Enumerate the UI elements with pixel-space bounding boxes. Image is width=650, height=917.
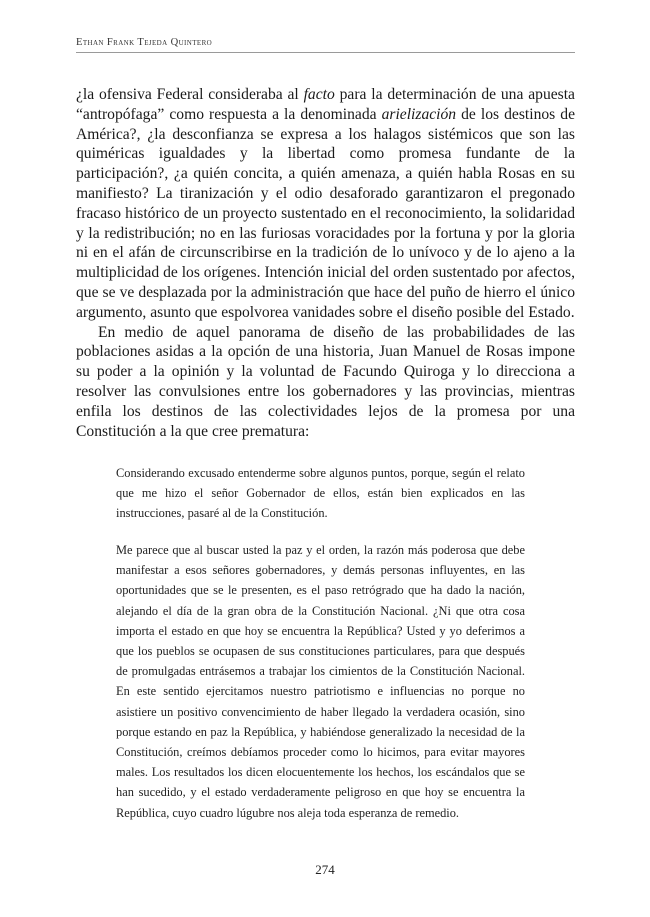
running-head: Ethan Frank Tejeda Quintero [76,36,575,53]
main-text [76,85,575,441]
paragraph-2: En medio de aquel panorama de diseño de las probabilidades de las poblaciones asidas a la opción de una historia, Juan Manuel de Rosas impone su poder a la opinión y la voluntad de Facundo Quiroga y lo direcciona a resolver las convulsiones entre los gobernadores y las provincias, mientras enfila los destinos de las colectividades lejos de la promesa por una Constitución a la que cree prematura: [76,323,575,440]
paragraph-1 [76,85,575,323]
paragraph-1-part-1: ¿la ofensiva Federal consideraba al [76,86,304,103]
quote-2-text: Me parece que al buscar usted la paz y el orden, la razón más poderosa que debe manifestar a esos señores gobernadores, y demás personas influyentes, en las oportunidades que se le presenten, es el paso retrógrado que ha dado la nación, alejando el día de la gran obra de la Constitución Nacional. ¿Ni que otra cosa importa el estado en que hoy se encuentra la República? Usted y yo deferimos a que los pueblos se ocupasen de sus constituciones particulares, para que después de promulgadas entrásemos a trabajar los cimientos de la Constitución Nacional. En este sentido ejercitamos nuestro patriotismo e influencias no porque no asistiere un positivo convencimiento de haber llegado la verdadera ocasión, sino porque estando en paz la República, y habiéndose generalizado la necesidad de la Constitución, creímos debíamos proceder como lo hicimos, para evitar mayores males. Los resultados los dicen elocuentemente los hechos, los escándalos que se han sucedido, y el estado verdaderamente peligroso en que hoy se encuentra la República, cuyo cuadro lúgubre nos aleja toda esperanza de remedio. [116,543,525,820]
italic-arielizacion: arielización [381,105,457,123]
italic-facto: facto [303,86,335,103]
block-quote-2 [116,540,525,823]
paragraph-1-part-2: para la determinación de una apuesta “antropófaga” como respuesta a la denominada [76,86,575,123]
page-number: 274 [315,862,335,877]
paragraph-1-part-3: de los destinos de América?, ¿la desconfianza se expresa a los halagos sistémicos que son las quiméricas igualdades y la libertad como promesa fundante de la participación?, ¿a quién concita, a quién amenaza, a quién habla Rosas en su manifiesto? La tiranización y el odio desaforado garantizaron el pregonado fracaso histórico de un proyecto sustentado en el reconocimiento, la solidaridad y la redistribución; no en las furiosas voracidades por la fortuna y por la gloria ni en el afán de circunscribirse en la tradición de lo unívoco y de lo ajeno a la multiplicidad de los orígenes. Intención inicial del orden sustentado por afectos, que se ve desplazada por la administración que hace del puño de hierro el único argumento, asunto que espolvorea vanidades sobre el diseño posible del Estado. [76,105,575,321]
block-quote-1 [116,463,525,524]
quote-1-text: Considerando excusado entenderme sobre algunos puntos, porque, según el relato que me hizo el señor Gobernador de ellos, están bien explicados en las instrucciones, pasaré al de la Constitución. [116,466,525,521]
